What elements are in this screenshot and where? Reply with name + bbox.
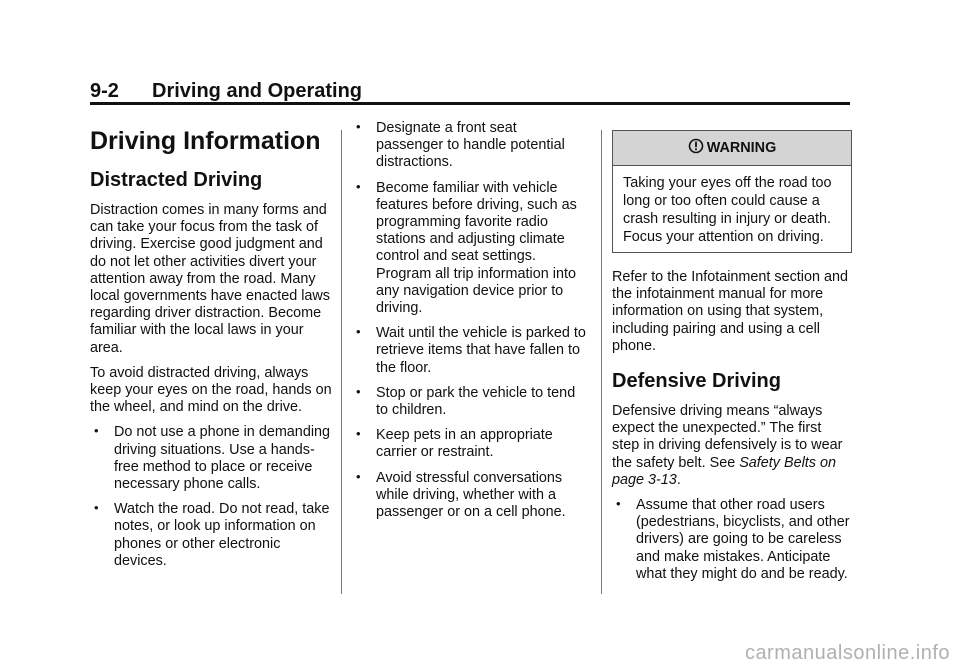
bullet-icon: • [356, 383, 361, 399]
list-item-text: Wait until the vehicle is parked to retrieve items that have fallen to the floor. [376, 325, 586, 376]
bullet-list [352, 120, 586, 521]
list-item [612, 497, 852, 583]
page-number: 9-2 [90, 80, 119, 102]
list-item [352, 180, 586, 318]
column-divider [601, 130, 602, 594]
bullet-icon: • [356, 468, 361, 484]
list-item-text: Keep pets in an appropriate carrier or restraint. [376, 427, 553, 461]
bullet-icon: • [356, 426, 361, 442]
section-title: Driving and Operating [152, 80, 363, 102]
column-right [612, 120, 852, 591]
list-item-text: Avoid stressful conversations while driving, whether with a passenger or on a cell phone. [376, 469, 566, 521]
list-item [90, 424, 332, 493]
column-middle [352, 120, 586, 529]
list-item [90, 501, 332, 570]
list-item-text: Watch the road. Do not read, take notes, or look up information on phones or other electronic devices. [114, 501, 330, 569]
list-item [352, 120, 586, 172]
warning-box [612, 130, 852, 253]
warning-label: WARNING [706, 140, 777, 156]
page-title: Driving Information [90, 127, 321, 155]
column-divider [341, 130, 342, 594]
bullet-icon: • [356, 178, 361, 194]
subheading-defensive-driving: Defensive Driving [612, 370, 781, 393]
cross-reference-link[interactable]: Safety Belts on page 3-13 [612, 454, 836, 488]
warning-icon [688, 131, 704, 165]
page-header [90, 80, 850, 105]
warning-text: Taking your eyes off the road too long or too often could cause a crash resulting in injury or death. Focus your attention on driving. [623, 175, 832, 245]
column-left [90, 120, 332, 578]
bullet-icon: • [616, 496, 621, 512]
warning-header [613, 131, 851, 166]
list-item [352, 325, 586, 377]
list-item-text: Stop or park the vehicle to tend to children. [376, 384, 576, 419]
paragraph-end: . [676, 471, 681, 488]
paragraph: Refer to the Infotainment section and the infotainment manual for more information on using that system, including pairing and using a cell phone. [612, 269, 848, 354]
bullet-icon: • [94, 500, 99, 516]
bullet-list [90, 424, 332, 570]
watermark: carmanualsonline.info [744, 642, 950, 664]
list-item [352, 470, 586, 522]
paragraph: To avoid distracted driving, always keep your eyes on the road, hands on the wheel, and mind on the drive. [90, 364, 332, 416]
paragraph [612, 403, 852, 489]
list-item-text: Designate a front seat passenger to handle potential distractions. [376, 120, 565, 171]
paragraph-text: Defensive driving means “always expect the unexpected.” The first step in driving defensively is to wear the safety belt. See [612, 403, 843, 471]
list-item [352, 427, 586, 461]
bullet-icon: • [94, 423, 99, 439]
subheading-distracted-driving: Distracted Driving [90, 169, 263, 191]
bullet-list [612, 497, 852, 583]
list-item-text: Assume that other road users (pedestrians, bicyclists, and other drivers) are going to be careless and make mistakes. Anticipate what they might do and be ready. [636, 497, 850, 582]
bullet-icon: • [356, 119, 361, 134]
list-item-text: Do not use a phone in demanding driving situations. Use a hands-free method to place or receive necessary phone calls. [114, 424, 331, 493]
paragraph: Distraction comes in many forms and can take your focus from the task of driving. Exercise good judgment and do not let other activities divert your attention away from the road. Many local governments have enacted laws regarding driver distraction. Become familiar with the local laws in your area. [90, 202, 330, 356]
bullet-icon: • [356, 324, 361, 340]
list-item [352, 385, 586, 419]
list-item-text: Become familiar with vehicle features before driving, such as programming favorite radio stations and adjusting climate control and seat settings. Program all trip information into any navigation device prior to driving. [376, 179, 577, 317]
